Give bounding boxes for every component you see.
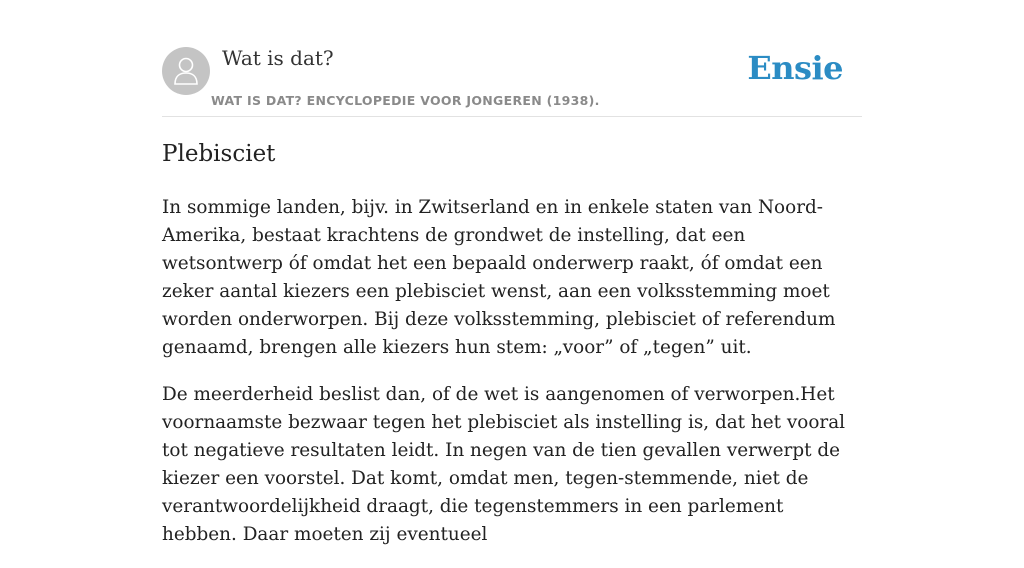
source-subtitle: WAT IS DAT? ENCYCLOPEDIE VOOR JONGEREN (1938). (211, 93, 600, 108)
article-title: Plebisciet (162, 141, 276, 167)
source-title-link[interactable]: Wat is dat? (222, 46, 334, 70)
article-paragraph-1: In sommige landen, bijv. in Zwitserland en in enkele staten van Noord-Amerika, bestaat krachtens de grondwet de instelling, dat een wetsontwerp óf omdat het een bepaald onderwerp raakt, óf omdat een zeker aantal kiezers een plebisciet wenst, aan een volksstemming moet worden onderworpen. Bij deze volksstemming, plebisciet of referendum genaamd, brengen alle kiezers hun stem: „voor” of „tegen” uit. (162, 197, 836, 358)
user-icon (172, 56, 200, 86)
article (162, 138, 862, 568)
ensie-logo[interactable]: Ensie (747, 49, 843, 87)
article-paragraph-2: De meerderheid beslist dan, of de wet is aangenomen of verworpen.Het voornaamste bezwaar tegen het plebisciet als instelling is, dat het vooral tot negatieve resultaten leidt. In negen van de tien gevallen verwerpt de kiezer een voorstel. Dat komt, omdat men, tegen-stemmende, niet de verantwoordelijkheid draagt, die tegenstemmers in een parlement hebben. Daar moeten zij eventueel (162, 384, 846, 545)
source-header (162, 0, 862, 117)
source-avatar[interactable] (162, 47, 210, 95)
